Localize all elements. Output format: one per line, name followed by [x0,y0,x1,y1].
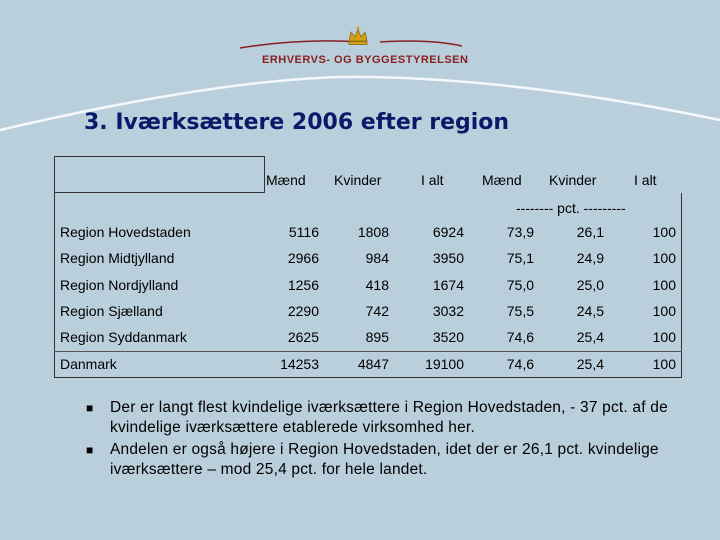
data-table [54,156,682,378]
header-maend: Mænd [266,172,306,188]
value-cell: 984 [365,250,389,266]
header-kvinder: Kvinder [334,172,382,188]
value-cell: 74,6 [506,329,534,345]
value-cell: 100 [652,303,676,319]
value-cell: 25,4 [576,329,604,345]
value-cell: 73,9 [506,224,534,240]
value-cell: 24,9 [576,250,604,266]
value-cell: 24,5 [576,303,604,319]
value-cell: 5116 [288,224,319,240]
value-cell: 100 [652,224,676,240]
header-kvinder-pct: Kvinder [549,172,597,188]
value-cell: 75,5 [506,303,534,319]
value-cell: 1256 [287,277,319,293]
value-cell: 3520 [432,329,464,345]
value-cell: 2966 [287,250,319,266]
value-cell: 4847 [357,356,389,372]
value-cell: 25,0 [576,277,604,293]
value-cell: 2625 [287,329,319,345]
bullet-item [86,440,676,480]
value-cell: 418 [365,277,389,293]
pct-label: -------- pct. --------- [516,200,626,216]
region-name: Region Midtjylland [60,250,175,266]
square-bullet-icon: ■ [86,443,94,457]
slide-title: 3. Iværksættere 2006 efter region [84,110,510,135]
header-i-alt: I alt [421,172,444,188]
value-cell: 6924 [432,224,464,240]
bullet-list [86,398,676,480]
table-header-right [264,156,265,193]
value-cell: 74,6 [506,356,534,372]
table-border-top [54,156,264,157]
value-cell: 100 [652,250,676,266]
value-cell: 1674 [432,277,464,293]
bullet-text: Der er langt flest kvindelige iværksættere i Region Hovedstaden, - 37 pct. af de kvindelige iværksættere etablerede virksomhed her. [110,399,668,436]
value-cell: 742 [365,303,389,319]
region-name: Region Syddanmark [60,329,187,345]
org-name: ERHVERVS- OG BYGGESTYRELSEN [262,54,469,66]
value-cell: 1808 [357,224,389,240]
header-maend-pct: Mænd [482,172,522,188]
value-cell: 100 [652,329,676,345]
table-total-divider [54,351,682,352]
value-cell: 19100 [425,356,464,372]
header-i-alt-pct: I alt [634,172,657,188]
bullet-item [86,398,676,438]
value-cell: 75,1 [506,250,534,266]
region-name: Region Hovedstaden [60,224,191,240]
table-border-bottom [54,377,682,378]
value-cell: 100 [652,277,676,293]
value-cell: 3032 [432,303,464,319]
table-header-divider [54,192,264,193]
square-bullet-icon: ■ [86,401,94,415]
value-cell: 14253 [280,356,319,372]
region-name: Region Nordjylland [60,277,179,293]
region-name: Region Sjælland [60,303,163,319]
value-cell: 26,1 [576,224,604,240]
crown-icon [346,24,370,48]
table-border-left-header [54,156,55,192]
value-cell: 2290 [287,303,319,319]
value-cell: 100 [652,356,676,372]
bullet-text: Andelen er også højere i Region Hovedstaden, idet der er 26,1 pct. kvindelige iværksættere – mod 25,4 pct. for hele landet. [110,441,659,478]
value-cell: 3950 [432,250,464,266]
region-name: Danmark [60,356,117,372]
value-cell: 75,0 [506,277,534,293]
value-cell: 25,4 [576,356,604,372]
value-cell: 895 [365,329,389,345]
